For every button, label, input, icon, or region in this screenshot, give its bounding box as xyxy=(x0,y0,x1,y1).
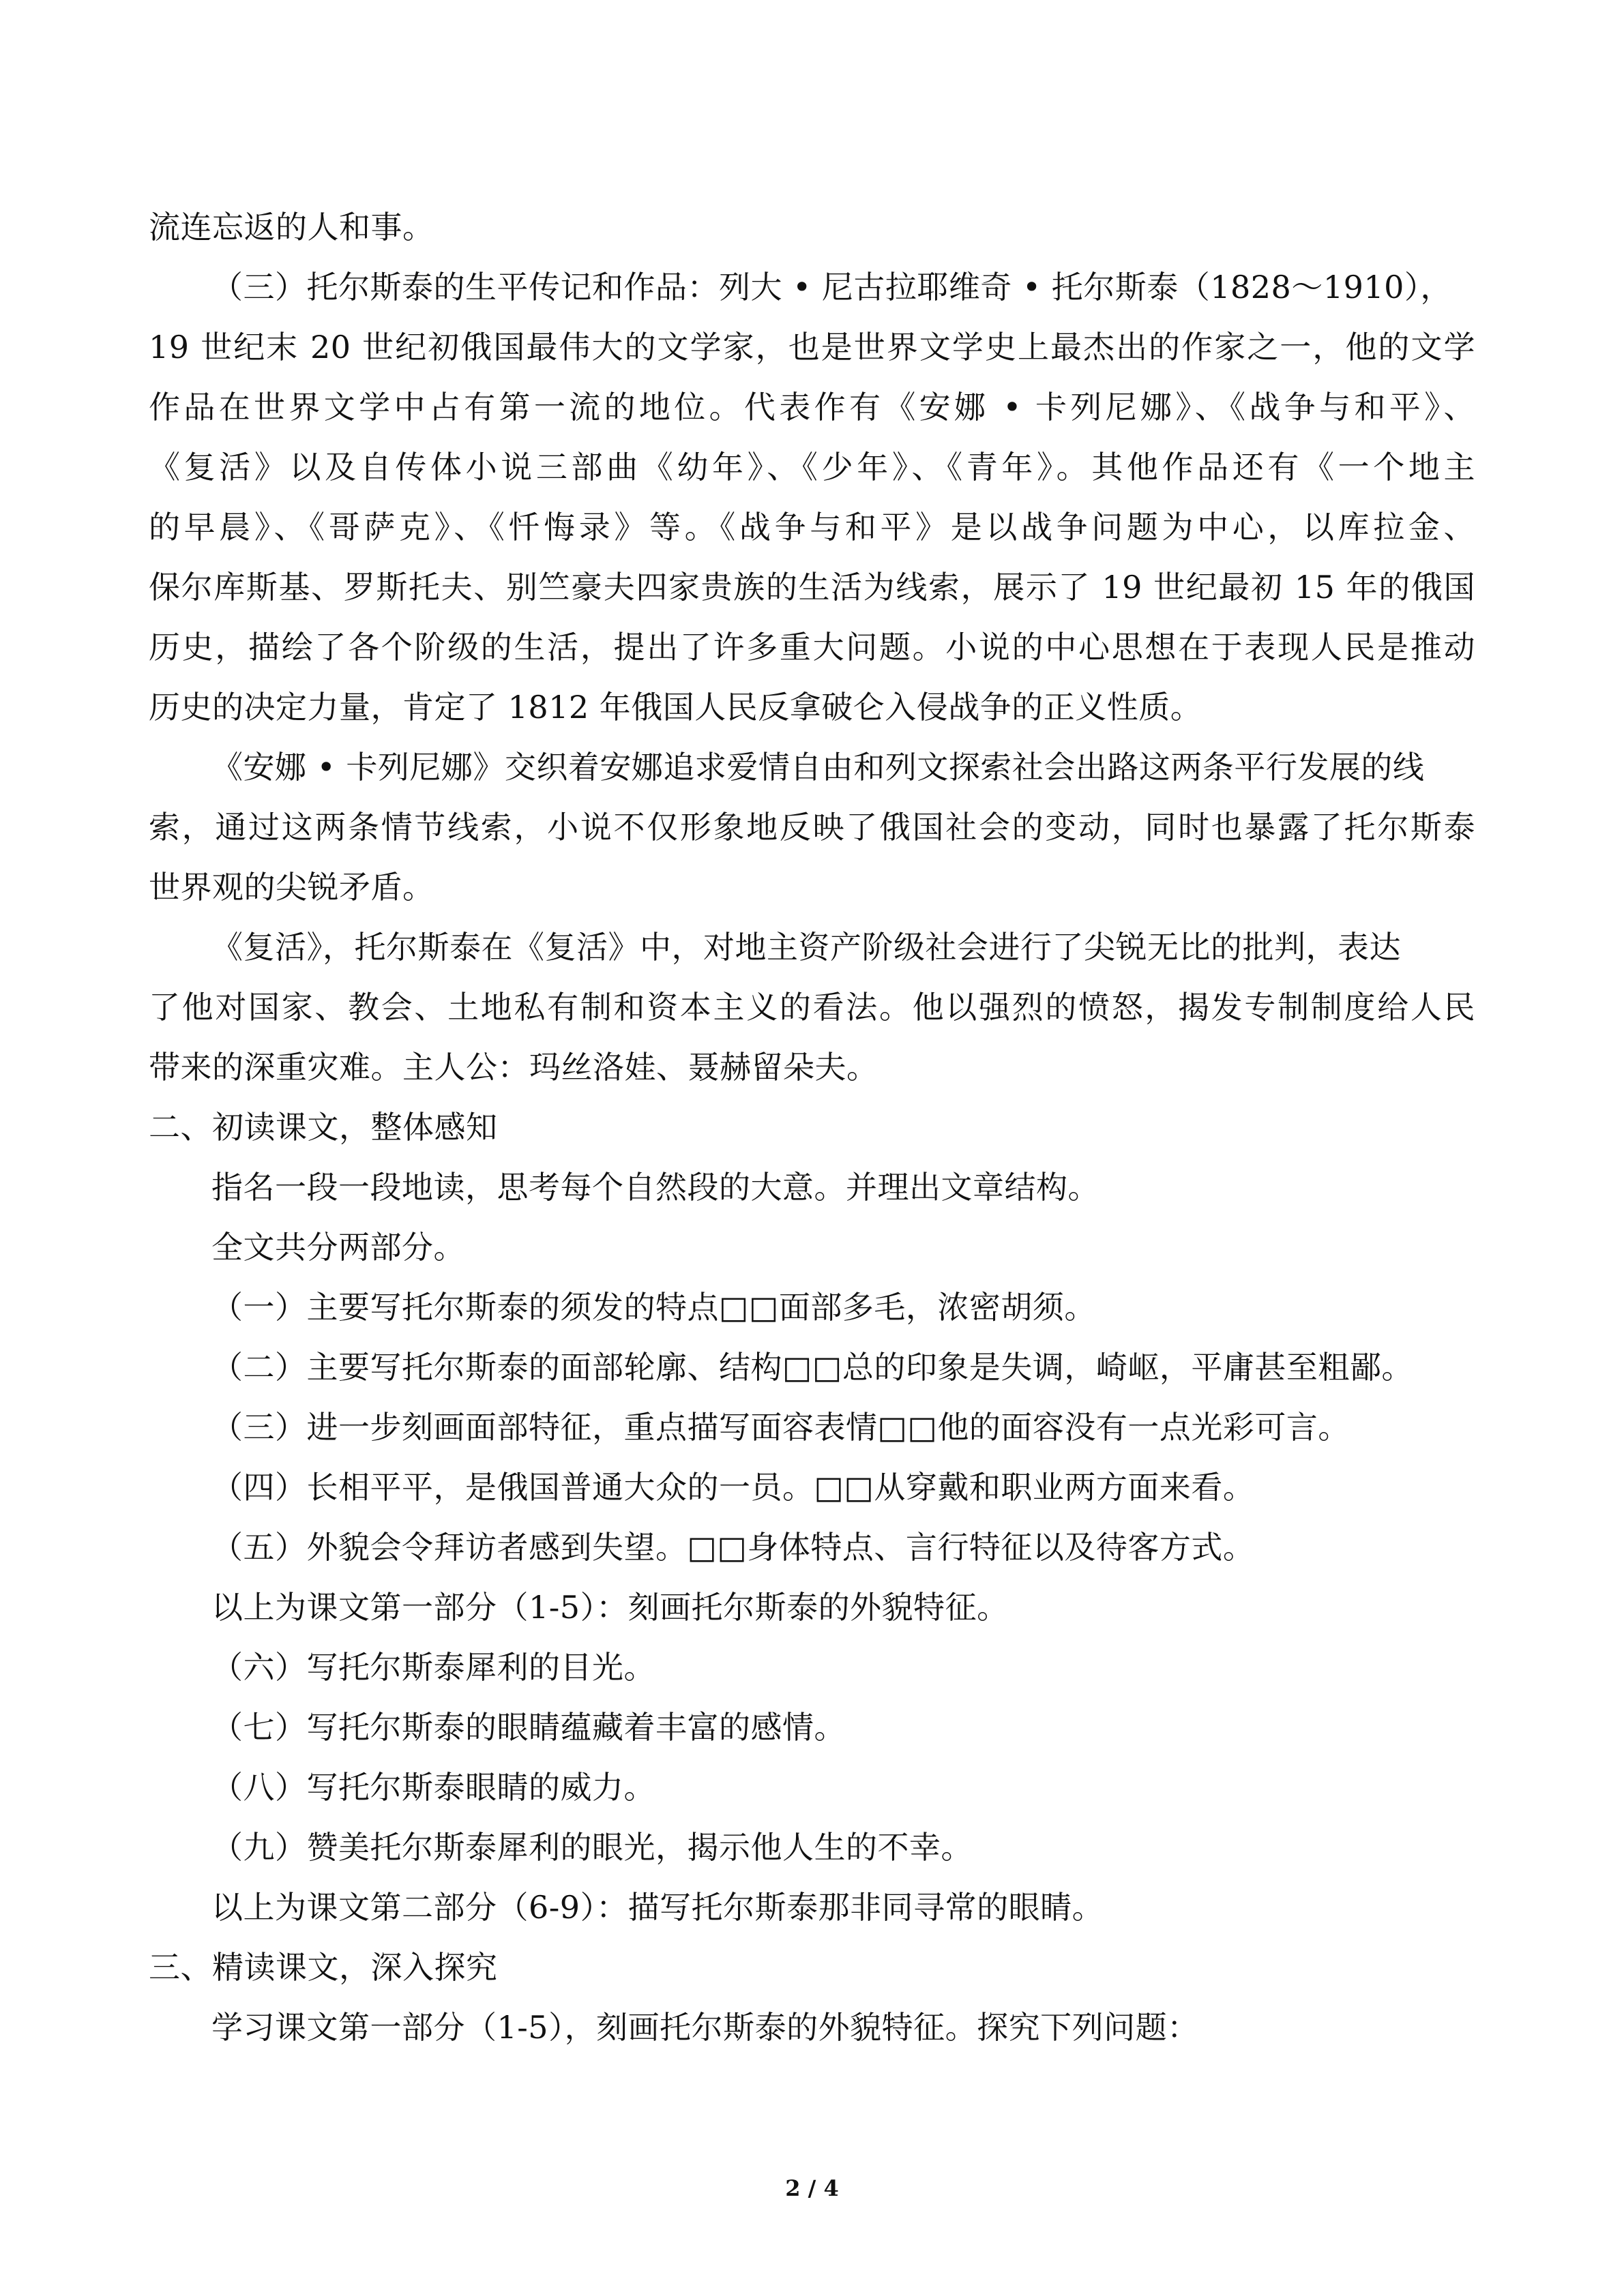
paragraph-line: 以上为课文第二部分（6-9）：描写托尔斯泰那非同寻常的眼睛。 xyxy=(211,1889,1104,1926)
paragraph-line: 历史，描绘了各个阶级的生活，提出了许多重大问题。小说的中心思想在于表现人民是推动 xyxy=(149,629,1475,666)
paragraph-line: 作品在世界文学中占有第一流的地位。代表作有《安娜 • 卡列尼娜》、《战争与和平》、 xyxy=(149,389,1475,426)
list-item: （四）长相平平，是俄国普通大众的一员。□□从穿戴和职业两方面来看。 xyxy=(211,1469,1255,1506)
list-item: （五）外貌会令拜访者感到失望。□□身体特点、言行特征以及待客方式。 xyxy=(211,1529,1255,1566)
paragraph-line: 指名一段一段地读，思考每个自然段的大意。并理出文章结构。 xyxy=(211,1169,1099,1206)
paragraph-line: 19 世纪末 20 世纪初俄国最伟大的文学家，也是世界文学史上最杰出的作家之一，他的文学 xyxy=(149,329,1475,366)
paragraph-line: 了他对国家、教会、土地私有制和资本主义的看法。他以强烈的愤怒，揭发专制制度给人民 xyxy=(149,989,1475,1026)
paragraph-line: 流连忘返的人和事。 xyxy=(149,209,434,245)
page-number: 2 / 4 xyxy=(785,2175,839,2201)
paragraph-line: 历史的决定力量，肯定了 1812 年俄国人民反拿破仑入侵战争的正义性质。 xyxy=(149,689,1202,726)
list-item: （三）进一步刻画面部特征，重点描写面容表情□□他的面容没有一点光彩可言。 xyxy=(211,1409,1350,1446)
list-item: （二）主要写托尔斯泰的面部轮廓、结构□□总的印象是失调，崎岖，平庸甚至粗鄙。 xyxy=(211,1349,1413,1386)
section-heading: 二、初读课文，整体感知 xyxy=(149,1109,498,1146)
paragraph-line: （三）托尔斯泰的生平传记和作品：列大 • 尼古拉耶维奇 • 托尔斯泰（1828～1910）， xyxy=(211,269,1452,305)
paragraph-line: 世界观的尖锐矛盾。 xyxy=(149,869,434,906)
paragraph-line: 全文共分两部分。 xyxy=(211,1229,465,1266)
paragraph-line: 保尔库斯基、罗斯托夫、别竺豪夫四家贵族的生活为线索，展示了 19 世纪最初 15 年的俄国 xyxy=(149,569,1475,606)
list-item: （九）赞美托尔斯泰犀利的眼光，揭示他人生的不幸。 xyxy=(211,1829,973,1866)
paragraph-line: 索，通过这两条情节线索，小说不仅形象地反映了俄国社会的变动，同时也暴露了托尔斯泰 xyxy=(149,809,1475,846)
list-item: （一）主要写托尔斯泰的须发的特点□□面部多毛，浓密胡须。 xyxy=(211,1289,1096,1326)
list-item: （七）写托尔斯泰的眼睛蕴藏着丰富的感情。 xyxy=(211,1709,846,1746)
list-item: （六）写托尔斯泰犀利的目光。 xyxy=(211,1649,655,1686)
paragraph-line: 带来的深重灾难。主人公：玛丝洛娃、聂赫留朵夫。 xyxy=(149,1049,879,1086)
paragraph-line: 的早晨》、《哥萨克》、《忏悔录》等。《战争与和平》是以战争问题为中心，以库拉金、 xyxy=(149,509,1475,546)
paragraph-line: 学习课文第一部分（1-5），刻画托尔斯泰的外貌特征。探究下列问题： xyxy=(211,2009,1199,2046)
list-item: （八）写托尔斯泰眼睛的威力。 xyxy=(211,1769,655,1806)
paragraph-line: 《复活》以及自传体小说三部曲《幼年》、《少年》、《青年》。其他作品还有《一个地主 xyxy=(149,449,1475,486)
paragraph-line: 以上为课文第一部分（1-5）：刻画托尔斯泰的外貌特征。 xyxy=(211,1589,1009,1626)
section-heading: 三、精读课文，深入探究 xyxy=(149,1949,498,1986)
paragraph-line: 《安娜 • 卡列尼娜》交织着安娜追求爱情自由和列文探索社会出路这两条平行发展的线 xyxy=(211,749,1425,786)
paragraph-line: 《复活》，托尔斯泰在《复活》中，对地主资产阶级社会进行了尖锐无比的批判，表达 xyxy=(211,929,1401,966)
